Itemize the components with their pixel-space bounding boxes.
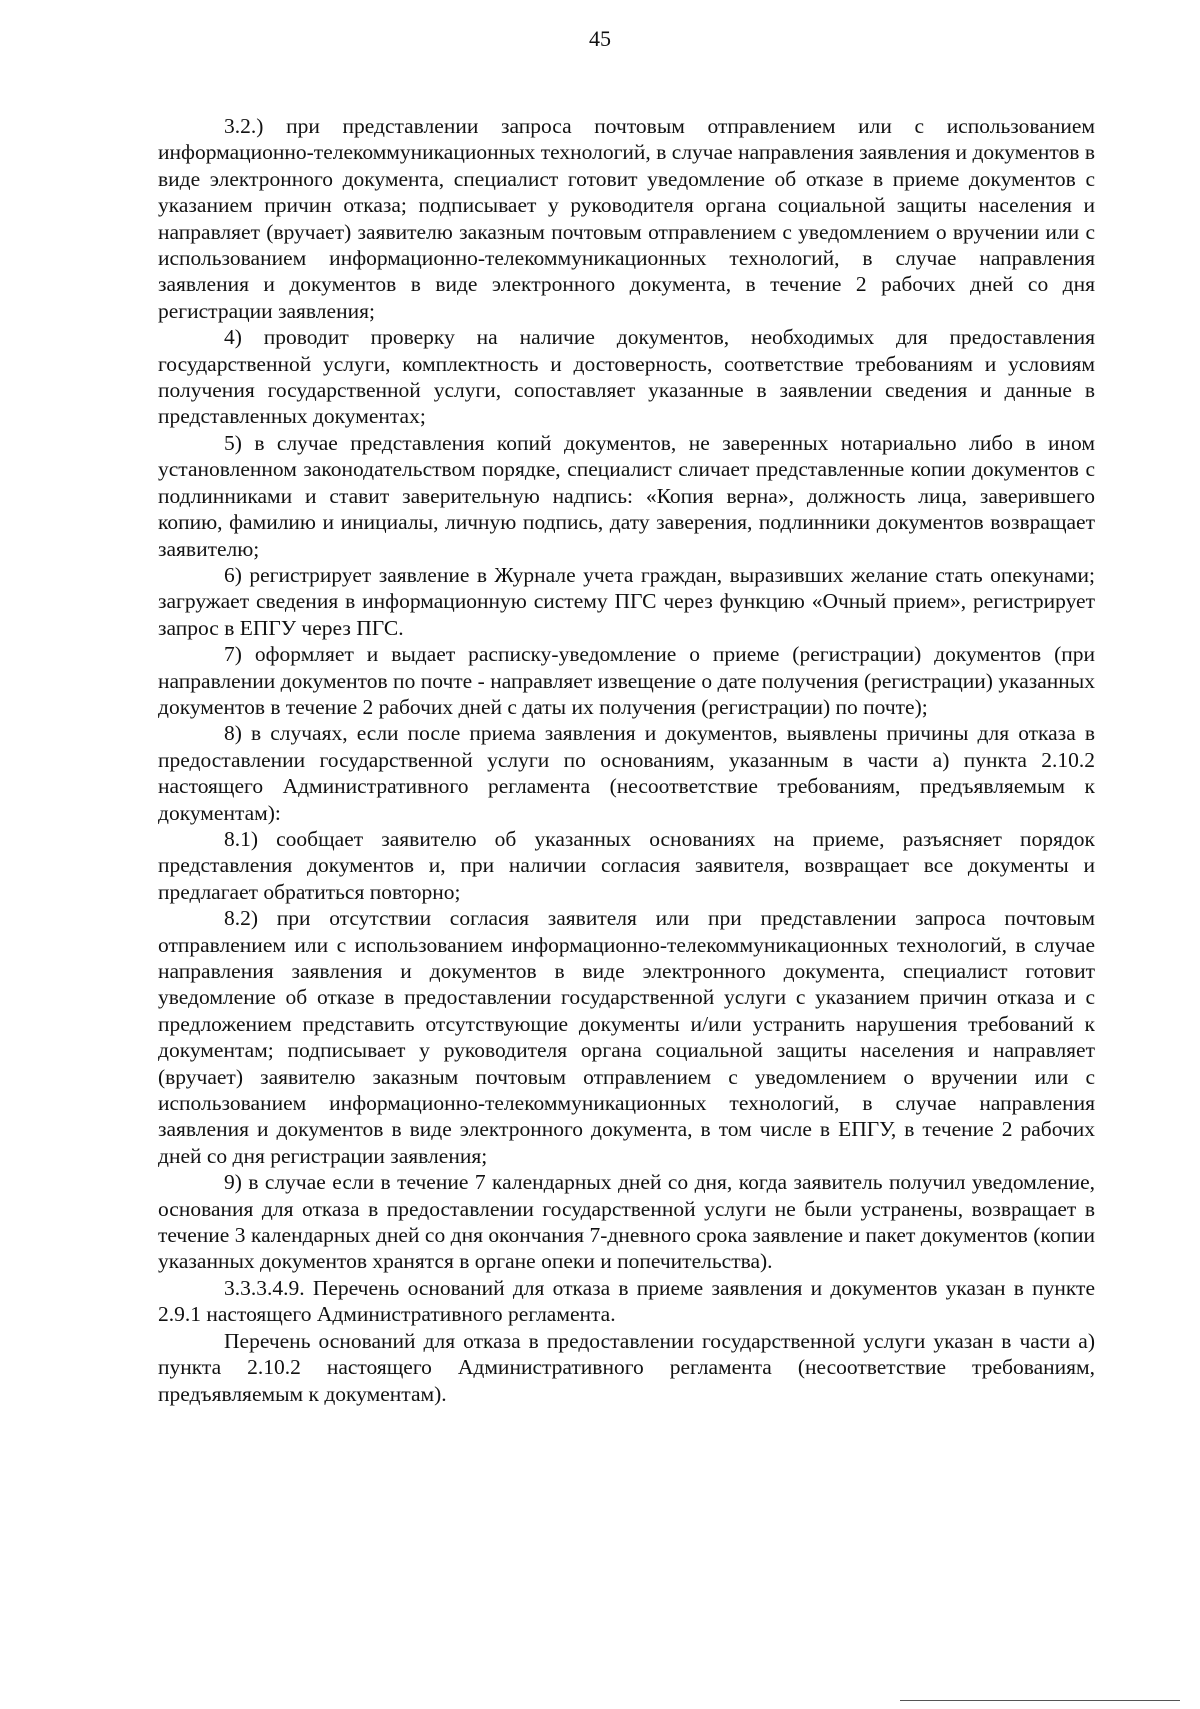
paragraph-9: 9) в случае если в течение 7 календарных дней со дня, когда заявитель получил уведомление, основания для отказа в предоставлении государственной услуги не были устранены, возвращает в течение 3 календарных дней со дня окончания 7-дневного срока заявление и пакет документов (копии указанных документов хранятся в органе опеки и попечительства). [158, 1170, 1095, 1274]
paragraph-refusal-grounds: Перечень оснований для отказа в предоставлении государственной услуги указан в части а) пункта 2.10.2 настоящего Административного регламента (несоответствие требованиям, предъявляемым к документам). [158, 1328, 1095, 1406]
paragraph-5: 5) в случае представления копий документов, не заверенных нотариально либо в ином установленном законодательством порядке, специалист сличает представленные копии документов с подлинниками и ставит заверительную надпись: «Копия верна», должность лица, заверившего копию, фамилию и инициалы, личную подпись, дату заверения, подлинники документов возвращает заявителю; [158, 430, 1095, 561]
document-body [158, 113, 1095, 1407]
paragraph-3-3-3-4-9: 3.3.3.4.9. Перечень оснований для отказа в приеме заявления и документов указан в пункте 2.9.1 настоящего Административного регламента. [158, 1275, 1095, 1327]
footer-rule [900, 1700, 1180, 1701]
paragraph-8: 8) в случаях, если после приема заявления и документов, выявлены причины для отказа в предоставлении государственной услуги по основаниям, указанным в части а) пункта 2.10.2 настоящего Административного регламента (несоответствие требованиям, предъявляемым к документам): [158, 721, 1095, 825]
paragraph-4: 4) проводит проверку на наличие документов, необходимых для предоставления государственной услуги, комплектность и достоверность, соответствие требованиям и условиям получения государственной услуги, сопоставляет указанные в заявлении сведения и данные в представленных документах; [158, 325, 1095, 429]
paragraph-7: 7) оформляет и выдает расписку-уведомление о приеме (регистрации) документов (при направлении документов по почте - направляет извещение о дате получения (регистрации) указанных документов в течение 2 рабочих дней с даты их получения (регистрации) по почте); [158, 642, 1095, 719]
paragraph-6: 6) регистрирует заявление в Журнале учета граждан, выразивших желание стать опекунами; загружает сведения в информационную систему ПГС через функцию «Очный прием», регистрирует запрос в ЕПГУ через ПГС. [158, 562, 1095, 640]
page-number: 45 [589, 26, 611, 51]
paragraph-8-2: 8.2) при отсутствии согласия заявителя или при представлении запроса почтовым отправлением или с использованием информационно-телекоммуникационных технологий, в случае направления заявления и документов в виде электронного документа, специалист готовит уведомление об отказе в предоставлении государственной услуги с указанием причин отказа и с предложением представить отсутствующие документы и/или устранить нарушения требований к документам; подписывает у руководителя органа социальной защиты населения и направляет (вручает) заявителю заказным почтовым отправлением с уведомлением о вручении или с использованием информационно-телекоммуникационных технологий, в случае направления заявления и документов в виде электронного документа, в том числе в ЕПГУ, в течение 2 рабочих дней со дня регистрации заявления; [158, 906, 1095, 1168]
paragraph-3-2: 3.2.) при представлении запроса почтовым отправлением или с использованием информационно-телекоммуникационных технологий, в случае направления заявления и документов в виде электронного документа, специалист готовит уведомление об отказе в приеме документов с указанием причин отказа; подписывает у руководителя органа социальной защиты населения и направляет (вручает) заявителю заказным почтовым отправлением с уведомлением о вручении или с использованием информационно-телекоммуникационных технологий, в случае направления заявления и документов в виде электронного документа, в течение 2 рабочих дней со дня регистрации заявления; [158, 114, 1095, 323]
paragraph-8-1: 8.1) сообщает заявителю об указанных основаниях на приеме, разъясняет порядок представления документов и, при наличии согласия заявителя, возвращает все документы и предлагает обратиться повторно; [158, 826, 1095, 904]
